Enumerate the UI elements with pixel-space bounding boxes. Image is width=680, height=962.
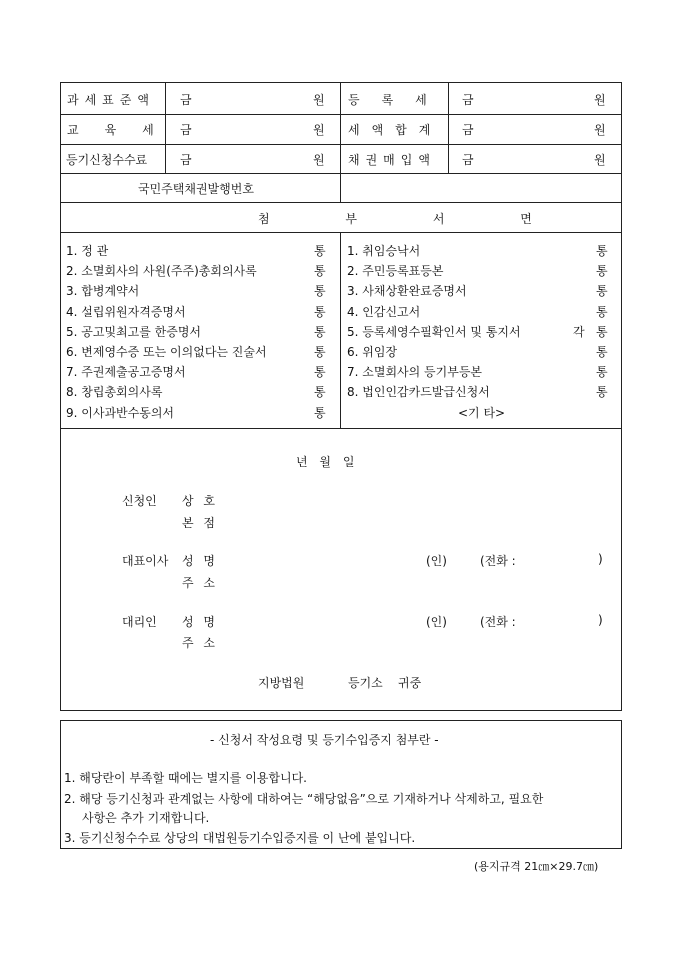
currency-prefix: 금 (462, 123, 474, 137)
attachment-item: 8. 창립총회의사록 (66, 385, 163, 400)
currency-suffix: 원 (313, 123, 325, 137)
attachment-unit: 통 (596, 244, 608, 258)
instructions-title: - 신청서 작성요령 및 등기수입증지 첨부란 - (210, 733, 439, 747)
seal-mark: (인) (426, 615, 447, 629)
address-label: 주 소 (182, 636, 215, 650)
addressee-label: 귀중 (398, 676, 422, 690)
attachment-unit: 통 (596, 365, 608, 380)
currency-prefix: 금 (180, 123, 192, 137)
attachment-item: 2. 주민등록표등본 (347, 264, 444, 279)
attachment-unit: 통 (596, 385, 608, 400)
registration-tax-label: 등록세 (348, 93, 449, 107)
attachment-item: 3. 사채상환완료증명서 (347, 284, 467, 299)
instruction-item: 3. 등기신청수수료 상당의 대법원등기수입증지를 이 난에 붙입니다. (64, 831, 416, 845)
attachment-unit: 통 (314, 385, 326, 400)
attachment-item: 4. 인감신고서 (347, 304, 421, 319)
attachment-item: 5. 등록세영수필확인서 및 통지서 (347, 324, 521, 339)
divider (340, 232, 341, 428)
attachment-unit: 통 (596, 345, 608, 359)
attachment-other-label: <기 타> (458, 406, 506, 420)
attachment-unit: 통 (314, 284, 326, 299)
attachment-unit: 통 (314, 264, 326, 279)
applicant-label: 신청인 (122, 494, 157, 508)
divider (340, 82, 341, 202)
currency-suffix: 원 (594, 153, 606, 167)
court-label: 지방법원 (258, 676, 305, 690)
currency-suffix: 원 (594, 123, 606, 137)
date-line: 년 월 일 (296, 455, 355, 469)
currency-prefix: 금 (180, 93, 192, 107)
divider (60, 173, 622, 174)
border (60, 82, 61, 711)
attachment-item: 6. 변제영수증 또는 이의없다는 진술서 (66, 345, 267, 359)
attachment-unit: 통 (314, 324, 326, 339)
phone-label: (전화 : (480, 554, 516, 568)
border (60, 82, 622, 83)
divider (60, 232, 622, 233)
attachment-unit: 통 (314, 304, 326, 319)
currency-suffix: 원 (313, 93, 325, 107)
tax-base-label: 과세표준액 (67, 93, 155, 107)
attachment-each-label: 각 (573, 324, 585, 339)
currency-prefix: 금 (462, 153, 474, 167)
attachment-item: 7. 소멸회사의 등기부등본 (347, 365, 482, 380)
representative-label: 대표이사 (122, 554, 169, 568)
tax-total-label: 세액합계 (348, 123, 443, 137)
instruction-item: 1. 해당란이 부족할 때에는 별지를 이용합니다. (64, 771, 307, 785)
attachments-title: 첨 부 서 면 (258, 212, 568, 226)
attachment-unit: 통 (596, 304, 608, 319)
head-office-label: 본 점 (182, 516, 215, 530)
currency-suffix: 원 (594, 93, 606, 107)
instruction-item: 사항은 추가 기재합니다. (82, 811, 210, 825)
currency-prefix: 금 (462, 93, 474, 107)
border (621, 82, 622, 711)
attachment-item: 3. 합병계약서 (66, 284, 140, 299)
attachment-unit: 통 (314, 244, 326, 258)
attachment-item: 4. 설립위원자격증명서 (66, 304, 186, 319)
attachment-item: 1. 정 관 (66, 244, 109, 258)
name-label: 성 명 (182, 554, 215, 568)
border (60, 710, 622, 711)
fee-label: 등기신청수수료 (66, 153, 148, 167)
attachment-item: 8. 법인인감카드발급신청서 (347, 385, 490, 400)
currency-prefix: 금 (180, 153, 192, 167)
attachment-unit: 통 (596, 284, 608, 299)
divider (60, 202, 622, 203)
bond-number-label: 국민주택채권발행번호 (138, 182, 254, 196)
attachment-unit: 통 (596, 264, 608, 279)
attachment-unit: 통 (314, 365, 326, 380)
paper-size-note: (용지규격 21㎝×29.7㎝) (474, 860, 599, 873)
attachment-unit: 통 (314, 405, 326, 420)
agent-label: 대리인 (122, 615, 157, 629)
attachment-item: 7. 주권제출공고증명서 (66, 365, 186, 380)
bond-amount-label: 채권매입액 (348, 153, 436, 167)
attachment-unit: 통 (596, 324, 608, 339)
registry-label: 등기소 (348, 676, 383, 690)
attachment-item: 9. 이사과반수동의서 (66, 405, 175, 420)
attachment-unit: 통 (314, 345, 326, 359)
phone-close: ) (598, 552, 603, 566)
address-label: 주 소 (182, 576, 215, 590)
phone-label: (전화 : (480, 615, 516, 629)
attachment-item: 5. 공고및최고를 한증명서 (66, 324, 201, 339)
attachment-item: 6. 위임장 (347, 345, 398, 359)
seal-mark: (인) (426, 554, 447, 568)
divider (60, 144, 622, 145)
attachment-item: 1. 취임승낙서 (347, 244, 421, 258)
currency-suffix: 원 (313, 153, 325, 167)
name-label: 성 명 (182, 615, 215, 629)
divider (60, 114, 622, 115)
instruction-item: 2. 해당 등기신청과 관계없는 사항에 대하여는 “해당없음”으로 기재하거나 삭제하고, 필요한 (64, 792, 544, 806)
education-tax-label: 교육세 (67, 123, 180, 137)
phone-close: ) (598, 613, 603, 627)
attachment-item: 2. 소멸회사의 사원(주주)총회의사록 (66, 264, 257, 279)
divider (60, 428, 622, 429)
trade-name-label: 상 호 (182, 494, 215, 508)
